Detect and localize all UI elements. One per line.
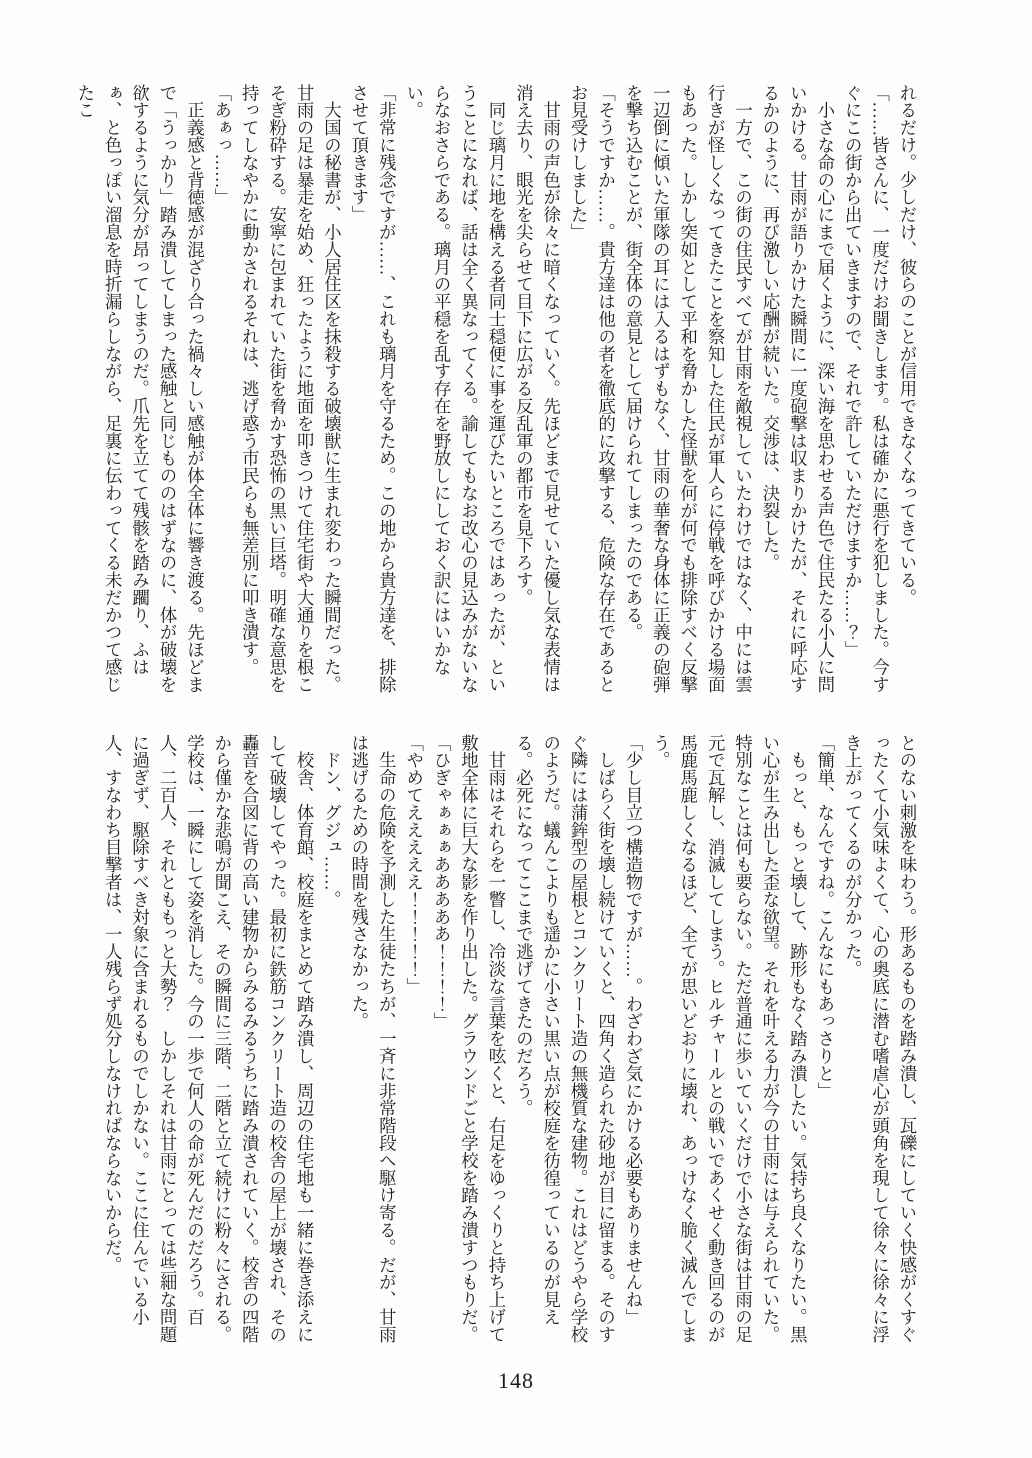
paragraph: しばらく街を壊し続けていくと、四角く造られた砂地が目に留まる。そのすぐ隣には蒲鉾型の屋根とコンクリート造の無機質な建物。これはどうやら学校のようだ。蟻んこよりも遥かに小さい黒い点が校庭を彷徨っているのが見える。必死になってここまで逃げてきたのだろう。 bbox=[513, 734, 616, 1343]
paragraph: 「……皆さんに、一度だけお聞きします。私は確かに悪行を犯しました。今すぐにこの街から出ていきますので、それで許していただけますか……？」 bbox=[842, 84, 890, 693]
paragraph: 「ひぎゃぁぁぁあああああ！！！！」 bbox=[431, 734, 452, 1030]
paragraph: 大国の秘書が、小人居住区を抹殺する破壊獣に生まれ変わった瞬間だった。甘雨の足は暴走を始め、狂ったように地面を叩きつけて住宅街や大通りを根こそぎ粉砕する。安寧に包まれていた街を脅かす恐怖の黒い巨塔。明確な意思を持ってしなやかに動かされるそれは、逃げ惑う市民らも無差別に叩き潰す。 bbox=[239, 84, 342, 693]
paragraph: 小さな命の心にまで届くように、深い海を思わせる声色で住民たる小人に問いかける。甘雨が語りかけた瞬間に一度砲撃は収まりかけたが、それに呼応するかのように、再び激しい応酬が続いた。交渉は、決裂した。 bbox=[759, 84, 835, 693]
text-block-bottom bbox=[98, 734, 920, 1343]
text-block-top bbox=[70, 84, 920, 693]
page-number: 148 bbox=[498, 1368, 534, 1393]
paragraph: 「少し目立つ構造物ですが……。わざわざ気にかける必要もありませんね」 bbox=[622, 734, 643, 1326]
paragraph: 一方で、この街の住民すべてが甘雨を敵視していたわけではなく、中には雲行きが怪しくなってきたことを察知した住民が軍人らに停戦を呼びかける場面もあった。しかし突如として平和を脅かした怪獣を何が何でも排除すべく反撃一辺倒に傾いた軍隊の耳には入るはずもなく、甘雨の華奢な身体に正義の砲弾を撃ち込むことが、街全体の意見として届けられてしまったのである。 bbox=[622, 84, 753, 693]
paragraph: 「非常に残念ですが……、これも璃月を守るため。この地から貴方達を、排除させて頂きます」 bbox=[348, 84, 397, 693]
paragraph: 「やめてえええええ！！！！！」 bbox=[403, 734, 424, 995]
paragraph: ドン、グジュ……。 bbox=[321, 734, 342, 908]
paragraph: 校舎、体育館、校庭をまとめて踏み潰し、周辺の住宅地も一緒に巻き添えにして破壊してやった。最初に鉄筋コンクリート造の校舎の屋上が壊され、その轟音を合図に背の高い建物からみるみるうちに踏み潰されていく。校舎の四階から僅かな悲鳴が聞こえ、その瞬間に三階、二階と立て続けに粉々にされる。学校は、一瞬にして姿を消した。今の一歩で何人の命が死んだのだろう。百人、二百人、それとももっと大勢？ しかしそれは甘雨にとっては些細な問題に過ぎず、駆除すべき対象に含まれるものでしかない。ここに住んでいる小人、すなわち目撃者は、一人残らず処分しなければならないからだ。 bbox=[102, 734, 315, 1343]
paragraph: もっと、もっと壊して、跡形もなく踏み潰したい。気持ち良くなりたい。黒い心が生み出した歪な欲望。それを叶える力が今の甘雨には与えられていた。特別なことは何も要らない。ただ普通に歩いていくだけで小さな街は甘雨の足元で瓦解し、消滅してしまう。ヒルチャールとの戦いであくせく動き回るのが馬鹿馬鹿しくなるほど、全てが思いどおりに壊れ、あっけなく脆く滅んでしまう。 bbox=[650, 734, 808, 1343]
paragraph: 生命の危険を予測した生徒たちが、一斉に非常階段へ駆け寄る。だが、甘雨は逃げるための時間を残さなかった。 bbox=[348, 734, 397, 1343]
paragraph: 甘雨の声色が徐々に暗くなっていく。先ほどまで見せていた優し気な表情は消え去り、眼光を尖らせて目下に広がる反乱軍の都市を見下ろす。 bbox=[513, 84, 561, 693]
paragraph: 「あぁっ……」 bbox=[211, 84, 232, 206]
paragraph: とのない刺激を味わう。形あるものを踏み潰し、瓦礫にしていく快感がくすぐったくて小気味よくて、心の奥底に潜む嗜虐心が頭角を現して徐々に徐々に浮き上がってくるのが分かった。 bbox=[842, 734, 917, 1343]
paragraph: れるだけ。少しだけ、彼らのことが信用できなくなってきている。 bbox=[897, 84, 917, 606]
paragraph: 甘雨はそれらを一瞥し、冷淡な言葉を呟くと、右足をゆっくりと持ち上げて敷地全体に巨大な影を作り出した。グラウンドごと学校を踏み潰すつもりだ。 bbox=[458, 734, 506, 1343]
paragraph: 「簡単、なんですね。こんなにもあっさりと」 bbox=[814, 734, 835, 1100]
paragraph: 「そうですか……。貴方達は他の者を徹底的に攻撃する、危険な存在であるとお見受けしました」 bbox=[568, 84, 616, 693]
paragraph: 正義感と背徳感が混ざり合った禍々しい感触が体全体に響き渡る。先ほどまで「うっかり」踏み潰してしまった感触と同じもののはずなのに、体が破壊を欲するように気分が昂ってしまうのだ。爪先を立てて残骸を踏み躙り、ふはぁ、と色っぽい溜息を時折漏らしながら、足裏に伝わってくる未だかつて感じたこ bbox=[74, 84, 205, 693]
paragraph: 同じ璃月に地を構える者同士穏便に事を運びたいところではあったが、ということになれば、話は全く異なってくる。諭してもなお改心の見込みがないならなおさらである。璃月の平穏を乱す存在を野放しにしておく訳にはいかない。 bbox=[403, 84, 506, 693]
